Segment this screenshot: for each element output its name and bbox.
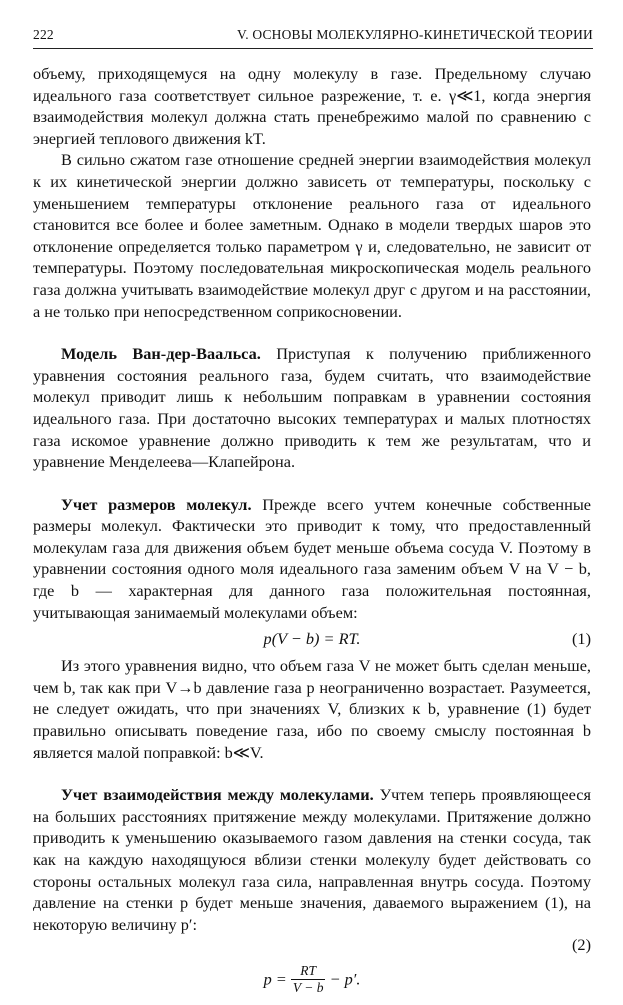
running-title: V. ОСНОВЫ МОЛЕКУЛЯРНО-КИНЕТИЧЕСКОЙ ТЕОРИИ [236, 27, 593, 42]
paragraph-2: В сильно сжатом газе отношение средней энергии взаимодействия молекул к их кинетической энергии должно зависеть от температуры, поскольку с уменьшением температуры отклонение реального газа от идеального становится все более и более заметным. Однако в модели твердых шаров это отклонение определяется только параметром γ и, следовательно, не зависит от температуры. Поэтому последовательная микроскопическая модель реального газа должна учитывать взаимодействие молекул друг с другом и на расстоянии, а не только при непосредственном соприкосновении. [33, 150, 591, 321]
equation-1-number: (1) [572, 629, 591, 649]
fraction-numerator: RT [291, 963, 326, 980]
fraction-denominator: V − b [292, 980, 324, 996]
section-heading-vdw: Модель Ван-дер-Ваальса. [61, 344, 261, 364]
equation-2 [33, 957, 591, 1005]
paragraph-vdw-model [33, 343, 591, 473]
equation-1-body: p(V − b) = RT. [263, 629, 361, 649]
section-heading-size: Учет размеров молекул. [61, 494, 252, 514]
page-body [33, 63, 591, 1005]
paragraph-vdw-text: Приступая к получению приближенного уравнения состояния реального газа, будем считать, что взаимодействие молекул приводит лишь к небольшим поправкам в уравнении состояния идеального газа. При достаточно высоких температурах и малых плотностях газа искомое уравнение должно приводить к тем же результатам, что и уравнение Менделеева—Клапейрона. [33, 344, 591, 472]
equation-1 [33, 623, 591, 655]
equation-2-fraction [291, 963, 326, 996]
equation-2-number: (2) [572, 935, 591, 955]
equation-2-number-row [33, 935, 591, 957]
paragraph-1: объему, приходящемуся на одну молекулу в газе. Предельному случаю идеального газа соответствует сильное разрежение, т. е. γ≪1, когда энергия взаимодействия молекул должна стать пренебрежимо малой по сравнению с энергией теплового движения kT. [33, 64, 591, 148]
paragraph-interaction-text: Учтем теперь проявляющееся на больших расстояниях притяжение между молекулами. Притяжение должно приводить к уменьшению оказываемого газом давления на стенки сосуда, так как на каждую находящуюся вблизи стенки молекулу будет действовать со стороны остальных молекул газа сила, направленная внутрь сосуда. Поэтому давление на стенки p будет меньше значения, даваемого выражением (1), на некоторую величину p′: [33, 785, 591, 934]
equation-2-rhs: − p′. [329, 970, 361, 990]
paragraph-size-text: Прежде всего учтем конечные собственные размеры молекул. Фактически это приводит к тому, что предоставленный молекулам газа для движения объем будет меньше объема сосуда V. Поэтому в уравнении состояния одного моля идеального газа заменим объем V на V − b, где b — характерная для данного газа положительная постоянная, учитывающая занимаемый молекулами объем: [33, 494, 591, 622]
equation-2-lhs: p = [263, 970, 287, 990]
paragraph-consequence: Из этого уравнения видно, что объем газа V не может быть сделан меньше, чем b, так как при V→b давление газа p неограниченно возрастает. Разумеется, не следует ожидать, что при значениях V, близких к b, уравнение (1) будет правильно описывать поведение газа, ибо по своему смыслу постоянная b является малой поправкой: b≪V. [33, 656, 591, 762]
page-header [33, 22, 593, 49]
section-heading-interaction: Учет взаимодействия между молекулами. [61, 785, 374, 805]
paragraph-interaction [33, 784, 591, 935]
page-number: 222 [33, 27, 54, 42]
paragraph-molecule-size [33, 494, 591, 624]
